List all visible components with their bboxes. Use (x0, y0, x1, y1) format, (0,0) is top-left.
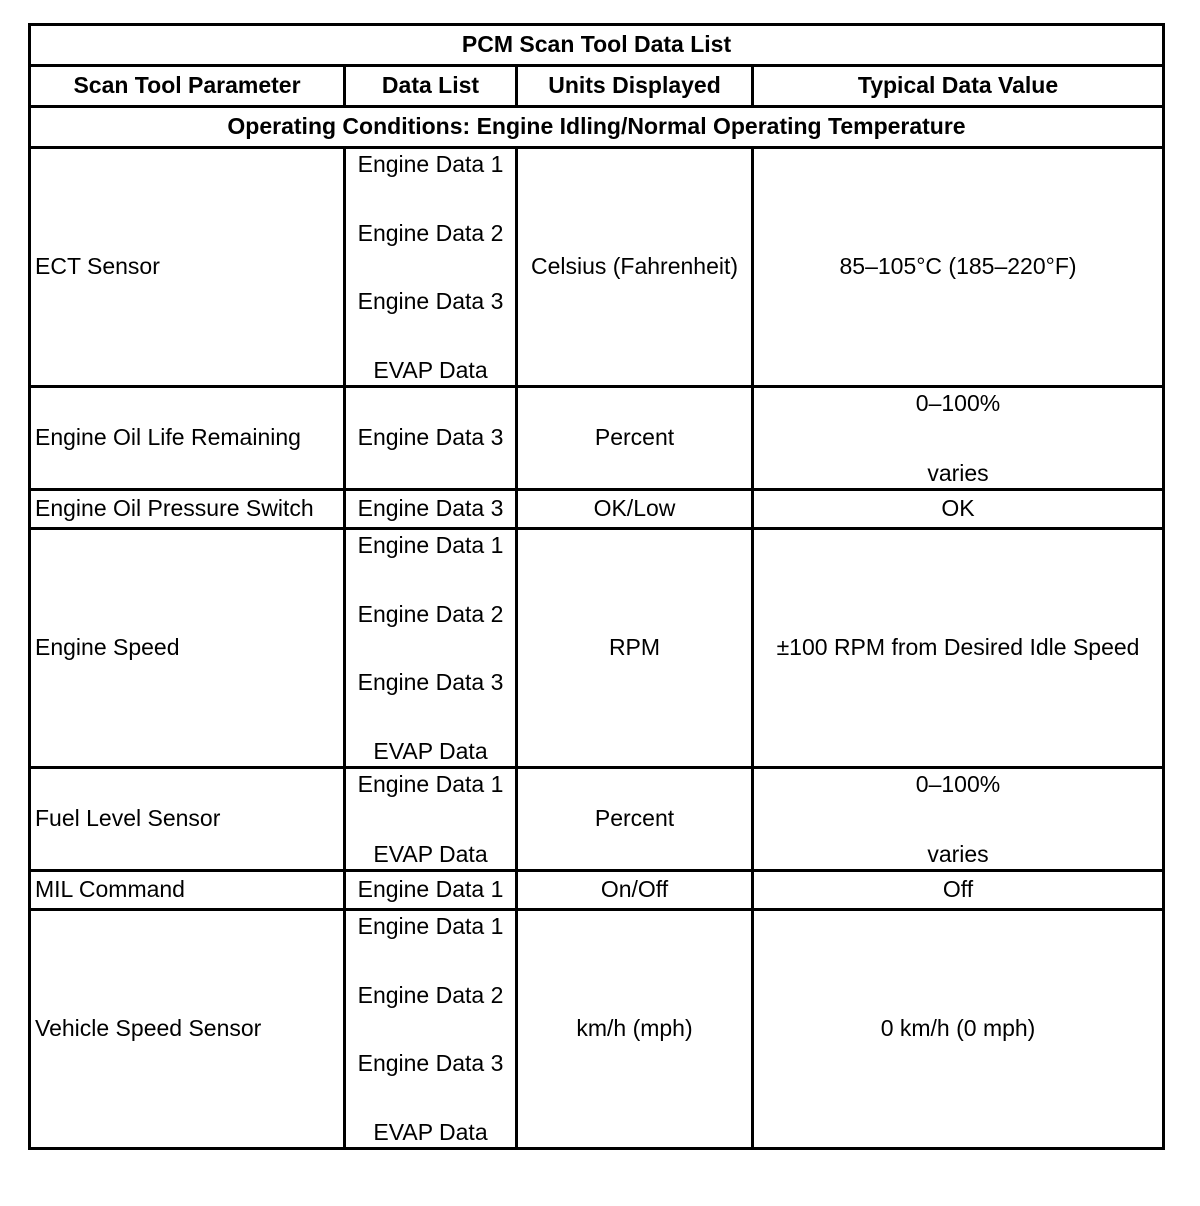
pcm-data-table (28, 23, 1165, 1150)
data-list-entry: Engine Data 3 (357, 288, 504, 315)
table-row (30, 910, 1164, 1149)
parameter-cell: MIL Command (30, 871, 345, 910)
data-list-cell (345, 529, 517, 768)
table-row (30, 871, 1164, 910)
data-list-entry: Engine Data 3 (357, 669, 504, 696)
data-list-entry: Engine Data 2 (357, 219, 504, 246)
parameter-cell: Engine Oil Life Remaining (30, 387, 345, 490)
units-cell: On/Off (517, 871, 753, 910)
units-cell: Percent (517, 387, 753, 490)
data-list-cell: Engine Data 3 (345, 387, 517, 490)
typical-value-cell (753, 387, 1164, 490)
units-cell: Percent (517, 768, 753, 871)
header-typical-data-value: Typical Data Value (753, 66, 1164, 107)
units-cell: km/h (mph) (517, 910, 753, 1149)
data-list-entry: EVAP Data (373, 1118, 488, 1145)
typical-value-cell: Off (753, 871, 1164, 910)
data-list-entry: Engine Data 3 (357, 1050, 504, 1077)
data-list-entry: Engine Data 1 (357, 771, 504, 797)
header-data-list: Data List (345, 66, 517, 107)
data-list-cell: Engine Data 3 (345, 490, 517, 529)
data-list-entry: Engine Data 1 (357, 532, 504, 558)
typical-value-cell: ±100 RPM from Desired Idle Speed (753, 529, 1164, 768)
table-row (30, 490, 1164, 529)
typical-value-cell: 0 km/h (0 mph) (753, 910, 1164, 1149)
data-list-entry: EVAP Data (373, 356, 488, 383)
table-row (30, 529, 1164, 768)
data-list-cell: Engine Data 1 (345, 871, 517, 910)
data-list-entry: EVAP Data (373, 841, 488, 867)
table-row (30, 768, 1164, 871)
data-list-entry: Engine Data 1 (357, 151, 504, 177)
header-scan-tool-parameter: Scan Tool Parameter (30, 66, 345, 107)
data-list-cell (345, 148, 517, 387)
data-list-entry: Engine Data 1 (357, 913, 504, 939)
typical-value-cell (753, 768, 1164, 871)
parameter-cell: Fuel Level Sensor (30, 768, 345, 871)
operating-conditions-row (30, 107, 1164, 148)
units-cell: RPM (517, 529, 753, 768)
table-row (30, 148, 1164, 387)
table-title: PCM Scan Tool Data List (30, 25, 1164, 66)
data-list-entry: Engine Data 2 (357, 981, 504, 1008)
data-list-entry: Engine Data 2 (357, 600, 504, 627)
parameter-cell: ECT Sensor (30, 148, 345, 387)
table-title-row (30, 25, 1164, 66)
typical-value-entry: 0–100% (915, 771, 1001, 797)
typical-value-entry: varies (927, 460, 989, 486)
parameter-cell: Engine Oil Pressure Switch (30, 490, 345, 529)
data-list-cell (345, 910, 517, 1149)
parameter-cell: Vehicle Speed Sensor (30, 910, 345, 1149)
typical-value-cell: OK (753, 490, 1164, 529)
column-header-row (30, 66, 1164, 107)
typical-value-cell: 85–105°C (185–220°F) (753, 148, 1164, 387)
typical-value-entry: varies (927, 841, 989, 867)
header-units-displayed: Units Displayed (517, 66, 753, 107)
units-cell: OK/Low (517, 490, 753, 529)
parameter-cell: Engine Speed (30, 529, 345, 768)
table-row (30, 387, 1164, 490)
typical-value-entry: 0–100% (915, 390, 1001, 416)
data-list-cell (345, 768, 517, 871)
data-list-entry: EVAP Data (373, 737, 488, 764)
units-cell: Celsius (Fahrenheit) (517, 148, 753, 387)
operating-conditions: Operating Conditions: Engine Idling/Normal Operating Temperature (30, 107, 1164, 148)
